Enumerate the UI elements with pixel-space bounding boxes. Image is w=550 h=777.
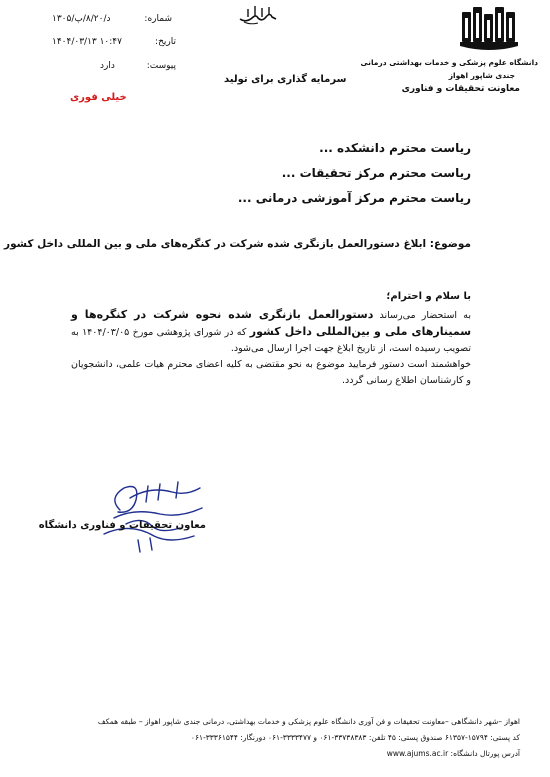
letter-body: [71, 307, 471, 389]
letter-number-value: ۱۳۰۵/د/۸/۲۰/پ: [52, 14, 111, 24]
body-highlight: دستورالعمل بازنگری شده نحوه شرکت در کنگره‌ها و سمینارهای ملی و بین‌المللی داخل کشور: [71, 308, 472, 338]
body-p1-rest: که در شورای پژوهشی مورخ ۱۴۰۴/۰۳/۰۵ به تصویب رسیده است، از تاریخ ابلاغ جهت اجرا ارسال می‌شود.: [71, 327, 471, 354]
letter-number-row: [52, 14, 172, 28]
org-department: معاونت تحقیقات و فناوری: [401, 84, 520, 94]
attachment-row: [100, 61, 176, 75]
letter-number-label: شماره:: [144, 14, 172, 24]
university-logo: [458, 6, 526, 52]
bismillah-calligraphy: [238, 3, 278, 25]
date-label: تاریخ:: [155, 37, 176, 47]
motto-of-year: سرمایه گذاری برای تولید: [224, 74, 347, 85]
attachment-label: پیوست:: [146, 61, 176, 71]
handwritten-signature: [38, 478, 210, 558]
footer-address: اهواز –شهر دانشگاهی –معاونت تحقیقات و فن آوری دانشگاه علوم پزشکی و خدمات بهداشتی، درمانی جندی شاپور اهواز – طبقه همکف: [97, 717, 520, 726]
recipient-3: ریاست محترم مرکز آموزشی درمانی ...: [237, 191, 471, 205]
recipient-1: ریاست محترم دانشکده ...: [319, 141, 471, 155]
greeting: با سلام و احترام؛: [386, 291, 471, 302]
body-paragraph-2: خواهشمند است دستور فرمایید موضوع به نحو مقتضی به کلیه اعضای محترم هیات علمی، دانشجویان و کارشناسان اطلاع رسانی گردد.: [71, 359, 471, 386]
date-value: ۱۴۰۴/۰۳/۱۳ ۱۰:۴۷: [52, 37, 122, 47]
footer-portal: آدرس پورتال دانشگاه: www.ajums.ac.ir: [386, 749, 520, 758]
attachment-value: دارد: [100, 61, 115, 71]
org-name-line1: دانشگاه علوم پزشکی و خدمات بهداشتی درمانی: [360, 58, 538, 67]
body-intro: به استحضار می‌رساند: [379, 310, 471, 321]
subject-line: موضوع: ابلاغ دستورالعمل بازنگری شده شرکت در کنگره‌های ملی و بین المللی داخل کشور: [4, 238, 471, 250]
recipient-2: ریاست محترم مرکز تحقیقات ...: [281, 166, 471, 180]
org-name-line2: جندی شاپور اهواز: [448, 71, 515, 80]
body-paragraph-1: [71, 307, 471, 357]
priority-badge: خیلی فوری: [70, 92, 127, 103]
signatory-title: معاون تحقیقات و فناوری دانشگاه: [38, 520, 206, 531]
footer-contact: کد پستی: ۱۵۷۹۴-۶۱۳۵۷ صندوق پستی: ۴۵ تلفن: ۳۳۷۳۸۳۸۳-۰۶۱ و ۳۳۳۳۴۷۷-۰۶۱ دورنگار: ۳۳۳۶۱۵۴۴-۰۶۱: [190, 733, 520, 742]
date-row: [52, 37, 176, 51]
